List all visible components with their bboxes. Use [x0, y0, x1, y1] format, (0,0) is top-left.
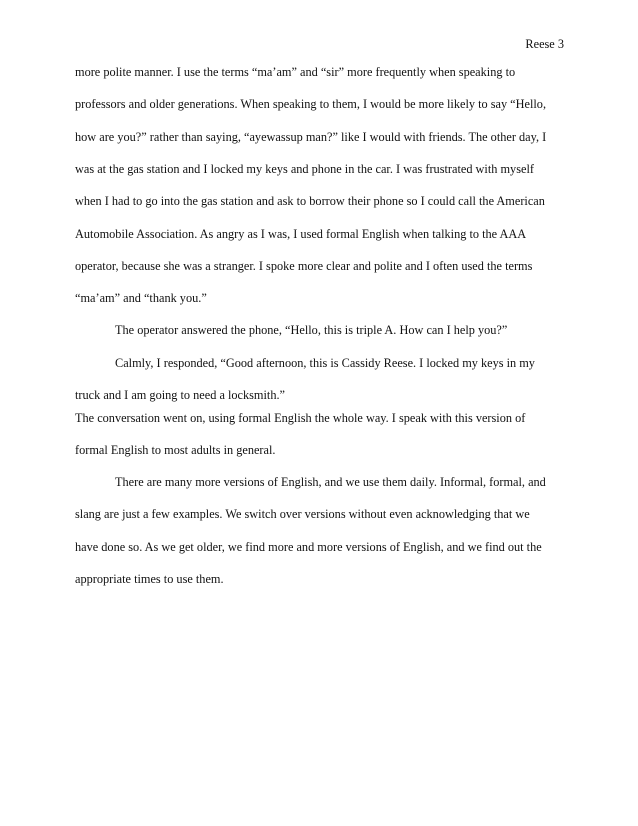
- text-line: The conversation went on, using formal English the whole way. I speak with this version of: [75, 410, 526, 425]
- text-line: operator, because she was a stranger. I spoke more clear and polite and I often used the terms: [75, 258, 533, 273]
- text-line: professors and older generations. When speaking to them, I would be more likely to say “Hello,: [75, 97, 547, 112]
- text-line: formal English to most adults in general.: [75, 442, 276, 457]
- text-line: The operator answered the phone, “Hello, this is triple A. How can I help you?”: [115, 323, 508, 338]
- text-line: truck and I am going to need a locksmith.”: [75, 388, 286, 402]
- text-line: how are you?” rather than saying, “ayewassup man?” like I would with friends. The other day, I: [75, 129, 547, 144]
- text-line: Calmly, I responded, “Good afternoon, this is Cassidy Reese. I locked my keys in my: [115, 355, 535, 370]
- text-line: There are many more versions of English, and we use them daily. Informal, formal, and: [115, 475, 546, 490]
- text-line: when I had to go into the gas station and ask to borrow their phone so I could call the American: [75, 194, 545, 209]
- text-line: slang are just a few examples. We switch over versions without even acknowledging that we: [75, 507, 530, 522]
- text-line: “ma’am” and “thank you.”: [75, 291, 207, 306]
- text-line: have done so. As we get older, we find more and more versions of English, and we find out the: [75, 539, 542, 554]
- text-line: was at the gas station and I locked my keys and phone in the car. I was frustrated with myself: [75, 161, 534, 176]
- running-header: Reese 3: [525, 37, 564, 51]
- text-line: appropriate times to use them.: [75, 572, 224, 586]
- text-line: Automobile Association. As angry as I was, I used formal English when talking to the AAA: [75, 226, 527, 241]
- text-line: more polite manner. I use the terms “ma’am” and “sir” more frequently when speaking to: [75, 65, 516, 79]
